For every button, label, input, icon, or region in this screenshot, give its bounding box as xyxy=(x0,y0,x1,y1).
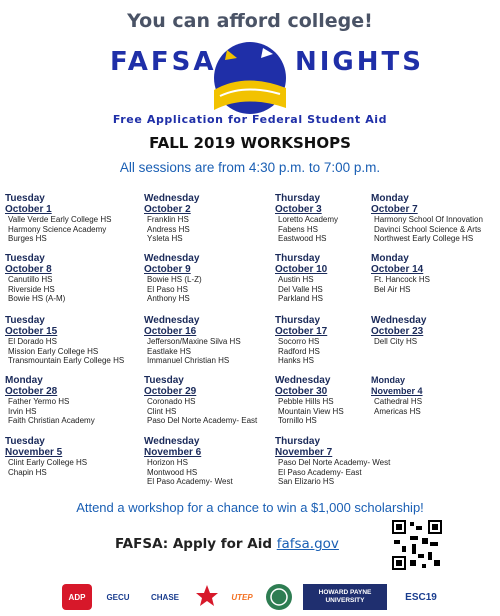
workshop-entry xyxy=(275,375,344,426)
workshop-entry xyxy=(275,315,327,366)
workshop-date: October 10 xyxy=(275,264,328,275)
workshop-date: October 23 xyxy=(371,326,424,337)
school-name: Immanuel Christian HS xyxy=(147,356,230,366)
workshop-date: November 7 xyxy=(275,447,333,458)
school-name: Burges HS xyxy=(8,234,47,244)
workshop-entry xyxy=(371,375,423,416)
school-name: Dell City HS xyxy=(374,337,418,346)
workshop-entry xyxy=(5,193,111,244)
workshop-entry xyxy=(5,315,124,366)
school-name: Canutillo HS xyxy=(8,275,53,284)
workshop-date: October 2 xyxy=(144,204,191,215)
workshop-day: Tuesday xyxy=(5,193,45,204)
headline: You can afford college! xyxy=(127,10,373,32)
school-name: Paso Del Norte Academy- East xyxy=(147,416,258,426)
school-name: Ft. Hancock HS xyxy=(374,275,431,284)
school-name: Jefferson/Maxine Silva HS xyxy=(147,337,241,346)
school-name: Americas HS xyxy=(374,406,421,416)
workshop-day: Monday xyxy=(371,253,409,264)
workshop-date: November 4 xyxy=(371,386,423,396)
school-name: Andress HS xyxy=(147,224,190,234)
workshop-entry xyxy=(5,253,65,304)
logo-left-text: FAFSA xyxy=(110,47,217,77)
school-name: Transmountain Early College HS xyxy=(8,356,125,366)
workshop-entry xyxy=(371,253,430,294)
school-name: Ysleta HS xyxy=(147,234,183,244)
workshop-day: Thursday xyxy=(275,193,321,204)
school-name: Clint Early College HS xyxy=(8,458,88,467)
workshop-day: Wednesday xyxy=(371,315,427,326)
workshop-date: October 1 xyxy=(5,204,52,215)
school-name: Parkland HS xyxy=(278,294,323,304)
sponsor-logo-utep: UTEP xyxy=(231,592,253,602)
logo-right-text: NIGHTS xyxy=(295,47,424,77)
school-name: Harmony School Of Innovation xyxy=(374,215,483,224)
workshop-day: Tuesday xyxy=(144,375,184,386)
school-name: Coronado HS xyxy=(147,397,196,406)
scholarship-promo: Attend a workshop for a chance to win a $1,000 scholarship! xyxy=(76,500,424,515)
workshop-date: October 29 xyxy=(144,386,197,397)
workshop-entry xyxy=(371,315,426,347)
workshop-date: October 15 xyxy=(5,326,58,337)
school-name: Mountain View HS xyxy=(278,406,344,416)
workshop-entry xyxy=(275,253,327,304)
workshop-day: Wednesday xyxy=(144,253,200,264)
qr-code[interactable] xyxy=(392,520,442,570)
school-name: Horizon HS xyxy=(147,458,188,467)
sponsor-logo-chase: CHASE xyxy=(150,592,179,602)
workshop-date: October 28 xyxy=(5,386,58,397)
school-name: Bowie HS (A-M) xyxy=(8,294,66,304)
school-name: Loretto Academy xyxy=(278,215,339,224)
school-name: Bel Air HS xyxy=(374,284,411,294)
workshop-day: Tuesday xyxy=(5,253,45,264)
school-name: Socorro HS xyxy=(278,337,320,346)
workshop-date: October 17 xyxy=(275,326,328,337)
workshop-entry xyxy=(144,436,233,487)
school-name: Valle Verde Early College HS xyxy=(8,215,112,224)
workshop-date: October 16 xyxy=(144,326,197,337)
school-name: Eastlake HS xyxy=(147,346,192,356)
workshop-entry xyxy=(144,375,257,426)
workshop-date: November 5 xyxy=(5,447,63,458)
workshop-day: Monday xyxy=(5,375,43,386)
school-name: Anthony HS xyxy=(147,294,190,304)
workshop-entry xyxy=(144,193,199,244)
school-name: San Elizario HS xyxy=(278,477,335,487)
school-name: Davinci School Science & Arts xyxy=(374,224,482,234)
workshop-day: Thursday xyxy=(275,436,321,447)
school-name: Radford HS xyxy=(278,346,320,356)
school-name: Tornillo HS xyxy=(278,416,317,426)
school-name: Chapin HS xyxy=(8,467,47,477)
workshop-date: October 8 xyxy=(5,264,52,275)
workshop-day: Tuesday xyxy=(5,436,45,447)
sponsor-logo-adp: ADP xyxy=(62,584,92,610)
school-name: Hanks HS xyxy=(278,356,315,366)
workshop-entry xyxy=(275,193,338,244)
school-name: El Paso HS xyxy=(147,284,188,294)
school-name: Faith Christian Academy xyxy=(8,416,95,426)
sponsor-logo-esc19: ESC19 xyxy=(405,591,437,603)
star-seal-icon xyxy=(195,584,219,610)
sponsor-logo-gecu: GECU xyxy=(106,592,130,602)
school-name: El Dorado HS xyxy=(8,337,57,346)
workshop-entry xyxy=(275,436,390,487)
workshop-date: October 7 xyxy=(371,204,418,215)
apply-text: FAFSA: Apply for Aid xyxy=(115,536,273,552)
workshop-day: Thursday xyxy=(275,315,321,326)
sponsor-logo-howard-payne: HOWARD PAYNE UNIVERSITY xyxy=(303,584,387,610)
workshop-day: Wednesday xyxy=(144,193,200,204)
apply-line xyxy=(115,536,339,552)
school-name: Bowie HS (L-Z) xyxy=(147,275,202,284)
workshop-day: Wednesday xyxy=(275,375,331,386)
school-name: Northwest Early College HS xyxy=(374,234,474,244)
workshop-day: Wednesday xyxy=(144,436,200,447)
page-title: FALL 2019 WORKSHOPS xyxy=(149,134,351,152)
fafsa-link[interactable]: fafsa.gov xyxy=(276,536,339,552)
school-name: Cathedral HS xyxy=(374,397,423,406)
workshop-entry xyxy=(5,436,87,477)
workshop-date: October 3 xyxy=(275,204,322,215)
workshop-date: November 6 xyxy=(144,447,202,458)
school-name: El Paso Academy- East xyxy=(278,467,362,477)
school-name: Austin HS xyxy=(278,275,314,284)
college-seal-icon xyxy=(264,583,294,611)
workshop-entry xyxy=(5,375,95,426)
workshop-date: October 14 xyxy=(371,264,424,275)
workshop-date: October 30 xyxy=(275,386,328,397)
school-name: Irvin HS xyxy=(8,406,37,416)
school-name: El Paso Academy- West xyxy=(147,477,233,487)
school-name: Riverside HS xyxy=(8,284,55,294)
workshop-day: Monday xyxy=(371,193,409,204)
school-name: Del Valle HS xyxy=(278,284,323,294)
school-name: Franklin HS xyxy=(147,215,189,224)
school-name: Eastwood HS xyxy=(278,234,327,244)
workshop-date: October 9 xyxy=(144,264,191,275)
school-name: Montwood HS xyxy=(147,467,198,477)
school-name: Paso Del Norte Academy- West xyxy=(278,458,391,467)
school-name: Pebble Hills HS xyxy=(278,397,334,406)
logo-subtitle: Free Application for Federal Student Aid xyxy=(112,113,388,126)
school-name: Mission Early College HS xyxy=(8,346,99,356)
session-times: All sessions are from 4:30 p.m. to 7:00 p.m. xyxy=(119,160,381,175)
workshop-day: Monday xyxy=(371,375,406,385)
workshop-entry xyxy=(144,253,202,304)
workshop-entry xyxy=(144,315,241,366)
school-name: Clint HS xyxy=(147,406,177,416)
school-name: Harmony Science Academy xyxy=(8,224,107,234)
workshop-day: Thursday xyxy=(275,253,321,264)
school-name: Fabens HS xyxy=(278,224,319,234)
workshop-day: Tuesday xyxy=(5,315,45,326)
workshop-day: Wednesday xyxy=(144,315,200,326)
school-name: Father Yermo HS xyxy=(8,397,70,406)
workshop-entry xyxy=(371,193,483,244)
